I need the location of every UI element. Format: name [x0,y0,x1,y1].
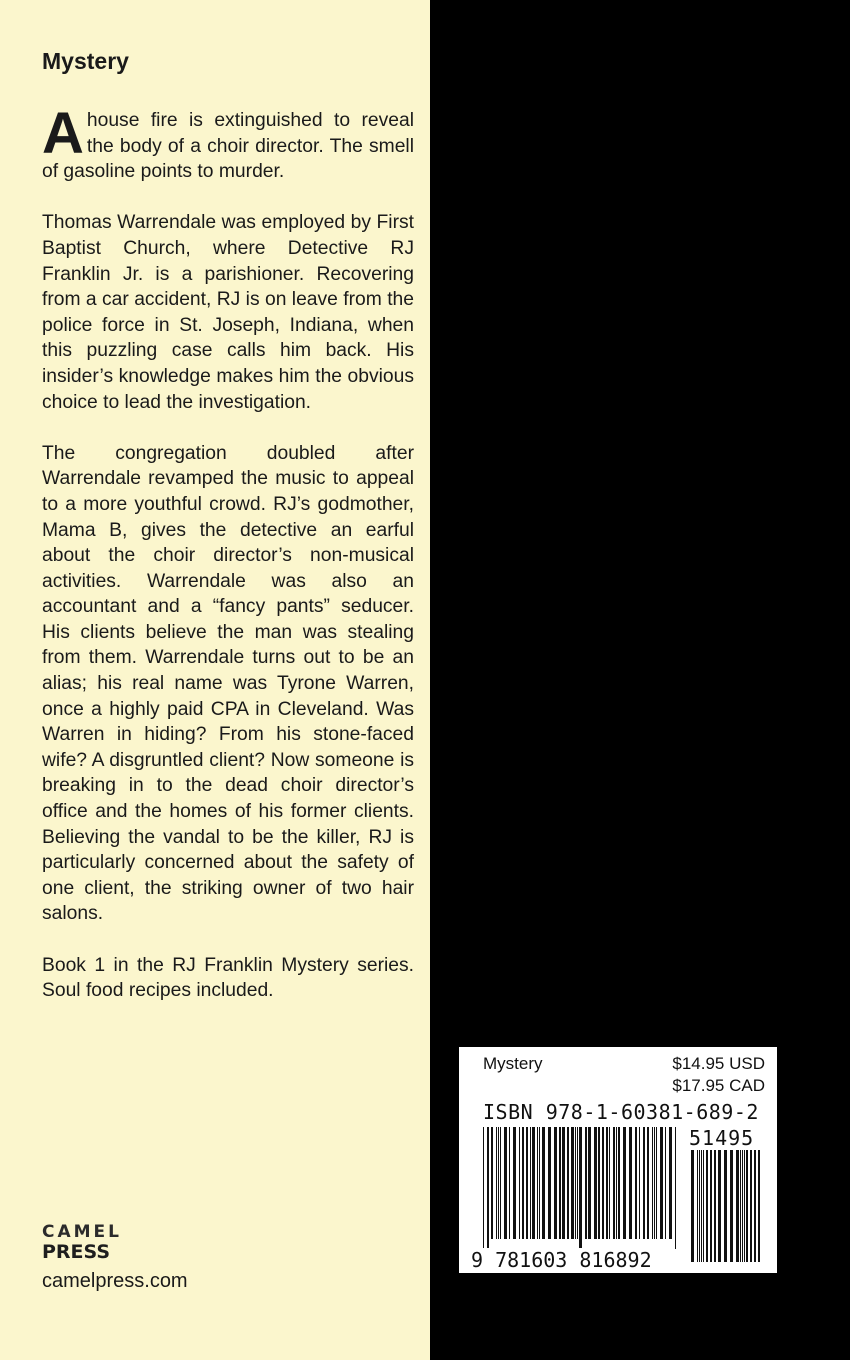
barcode-bar [706,1150,708,1262]
paragraph-2: Thomas Warrendale was employed by First Baptist Church, where Detective RJ Franklin Jr. is a parishioner. Recovering from a car accident, RJ is on leave from the police force in St. Joseph, Indiana, when this puzzling case calls him back. His insider’s knowledge makes him the obvious choice to lead the investigation. [42,212,414,413]
paragraph-4: Book 1 in the RJ Franklin Mystery series. Soul food recipes included. [42,954,414,1002]
barcode-bar [588,1127,591,1239]
barcode-bar [542,1127,545,1239]
barcode-bar [618,1127,620,1239]
ean-barcode [483,1127,679,1249]
barcode-bar [594,1127,597,1239]
barcode-bar [616,1127,617,1239]
paragraph-3: The congregation doubled after Warrendale revamped the music to appeal to a more youthful crowd. RJ’s godmother, Mama B, gives the detective an earful about the choir director’s non-musical activities. Warrendale was also an accountant and a “fancy pants” seducer. His clients believe the man was stealing from them. Warrendale turns out to be an alias; his real name was Tyrone Warren, once a highly paid CPA in Cleveland. Was Warren in hiding? From his stone-faced wife? A disgruntled client? Now someone is breaking in to the dead choir director’s office and the homes of his former clients. Believing the vandal to be the killer, RJ is particularly concerned about the safety of one client, the striking owner of two hair salons. [42,442,414,925]
barcode-bar [635,1127,637,1239]
barcode-bar [500,1127,501,1239]
barcode-bar [697,1150,698,1262]
barcode-bar [736,1150,739,1262]
price-cad: $17.95 CAD [672,1076,765,1095]
barcode-bar [699,1150,700,1262]
paragraph-1: Ahouse fire is extinguished to reveal the body of a choir director. The smell of gasoline points to murder. [42,101,414,183]
barcode-bar [567,1127,569,1239]
barcode-bar [665,1127,666,1239]
barcode-bar [548,1127,551,1239]
blurb-1 [453,70,815,223]
barcode-bar [530,1127,531,1239]
genre-heading: Mystery [42,48,129,74]
barcode-bar [758,1150,760,1262]
barcode-bar [575,1127,576,1239]
barcode-bar [513,1127,516,1239]
barcode-digits: 9 781603 816892 [471,1248,652,1272]
blurb-1-text: “Sure to delight fans of Easy Rawlins. I loved watching RJ Franklin dodging well-meaning matchmakers and brazen women while trying to solve a murder.” [453,72,815,170]
barcode-bar [559,1127,561,1239]
barcode-bar [691,1150,694,1262]
barcode-bar [613,1127,615,1239]
description [42,101,414,1029]
blurb-3 [453,504,815,963]
barcode-bar [742,1150,743,1262]
barcode-bar [746,1150,748,1262]
price-code: 51495 [689,1126,755,1150]
blurb-1-book-title: Murder On Union Square [474,199,690,221]
barcode-bar [526,1127,528,1239]
barcode-bar [609,1127,610,1239]
barcode-bar [598,1127,600,1239]
barcode-bar [660,1127,663,1239]
logo-line-1: CAMEL [42,1222,122,1242]
barcode-bar [579,1127,582,1249]
barcode-bar [498,1127,499,1239]
blurb-2 [453,249,815,479]
barcode-bar [750,1150,752,1262]
barcode-bar [491,1127,493,1239]
barcode-bar [639,1127,640,1239]
barcode-bar [740,1150,741,1262]
publisher-logo [42,1222,126,1266]
barcode-bar [643,1127,645,1239]
blurb-3-attribution: —Kellye Garrett, author of the Detective by Day mysteries [453,913,815,960]
barcode-bar [577,1127,578,1239]
barcode-bar [562,1127,565,1239]
barcode-bar [652,1127,653,1239]
barcode-bar [532,1127,535,1239]
barcode-bar [537,1127,538,1239]
logo-line-2: PRESS [42,1241,111,1263]
barcode-bar [654,1127,655,1239]
publisher-website: camelpress.com [42,1270,188,1292]
barcode-bar [730,1150,733,1262]
barcode-bar [623,1127,626,1239]
barcode-bar [539,1127,540,1239]
barcode-bar [483,1127,484,1249]
blurb-2-attribution: —Kay Charles, author of the Marti Mickkleson mystery series [453,429,815,476]
barcode-bar [718,1150,721,1262]
barcode-bar [571,1127,574,1239]
barcode-bar [509,1127,510,1239]
price-usd: $14.95 USD [672,1054,765,1073]
barcode-genre: Mystery [483,1054,543,1073]
barcode-bar [602,1127,604,1239]
barcode-bar [754,1150,756,1262]
barcode-bar [496,1127,497,1239]
barcode-bar [606,1127,608,1239]
barcode-bar [701,1150,702,1262]
barcode-bar [504,1127,507,1239]
barcode-bar [669,1127,672,1239]
barcode-bar [724,1150,727,1262]
blurbs [453,70,815,988]
barcode-bar [629,1127,632,1239]
blurb-1-attribution: —Victoria Thompson, bestselling author of Murder On Union Square [453,174,815,221]
barcode-bar [710,1150,712,1262]
blurb-3-text: “Travellin’ Shoes introduces the world of RJ Franklin, an Indiana police detective who returns from leave to look into the murder of his church’s new choir director. RJ’s investigation takes him—and us—into the places that serve as the backbone of the urban community—the churches, the hair salons and, perhaps most importantly, the dinner table of the beloved local church women who know any- and everything. Throughout it all, Burns flawlessly mixes the best elements of both cozy mystery and police procedural before reaching a pitch-perfect crescendo worthy of a Sunday morning gospel choir.” [453,505,815,909]
addon-barcode [691,1150,763,1262]
isbn-label: ISBN 978-1-60381-689-2 [483,1100,759,1124]
barcode-bar [585,1127,587,1239]
barcode-bar [554,1127,557,1239]
barcode-bar [487,1127,489,1249]
barcode-bar [675,1127,676,1249]
barcode-bar [744,1150,745,1262]
barcode-bar [656,1127,657,1239]
drop-cap: A [42,101,84,166]
barcode-bar [522,1127,524,1239]
barcode-bar [519,1127,520,1239]
barcode-bar [647,1127,649,1239]
barcode-bar [703,1150,704,1262]
barcode-bar [714,1150,716,1262]
blurb-2-text: “Three things: One, do not mess with Mama B. Two, do try the Sweet Potato Pie. And three, most definitely DO read V.M. Burns’s delicious Travellin’ Shoes. An engaging mystery, wonderful characters, a lovingly drawn setting, and recipes—what more could you want?” [453,250,815,425]
barcode-panel [459,1047,777,1273]
